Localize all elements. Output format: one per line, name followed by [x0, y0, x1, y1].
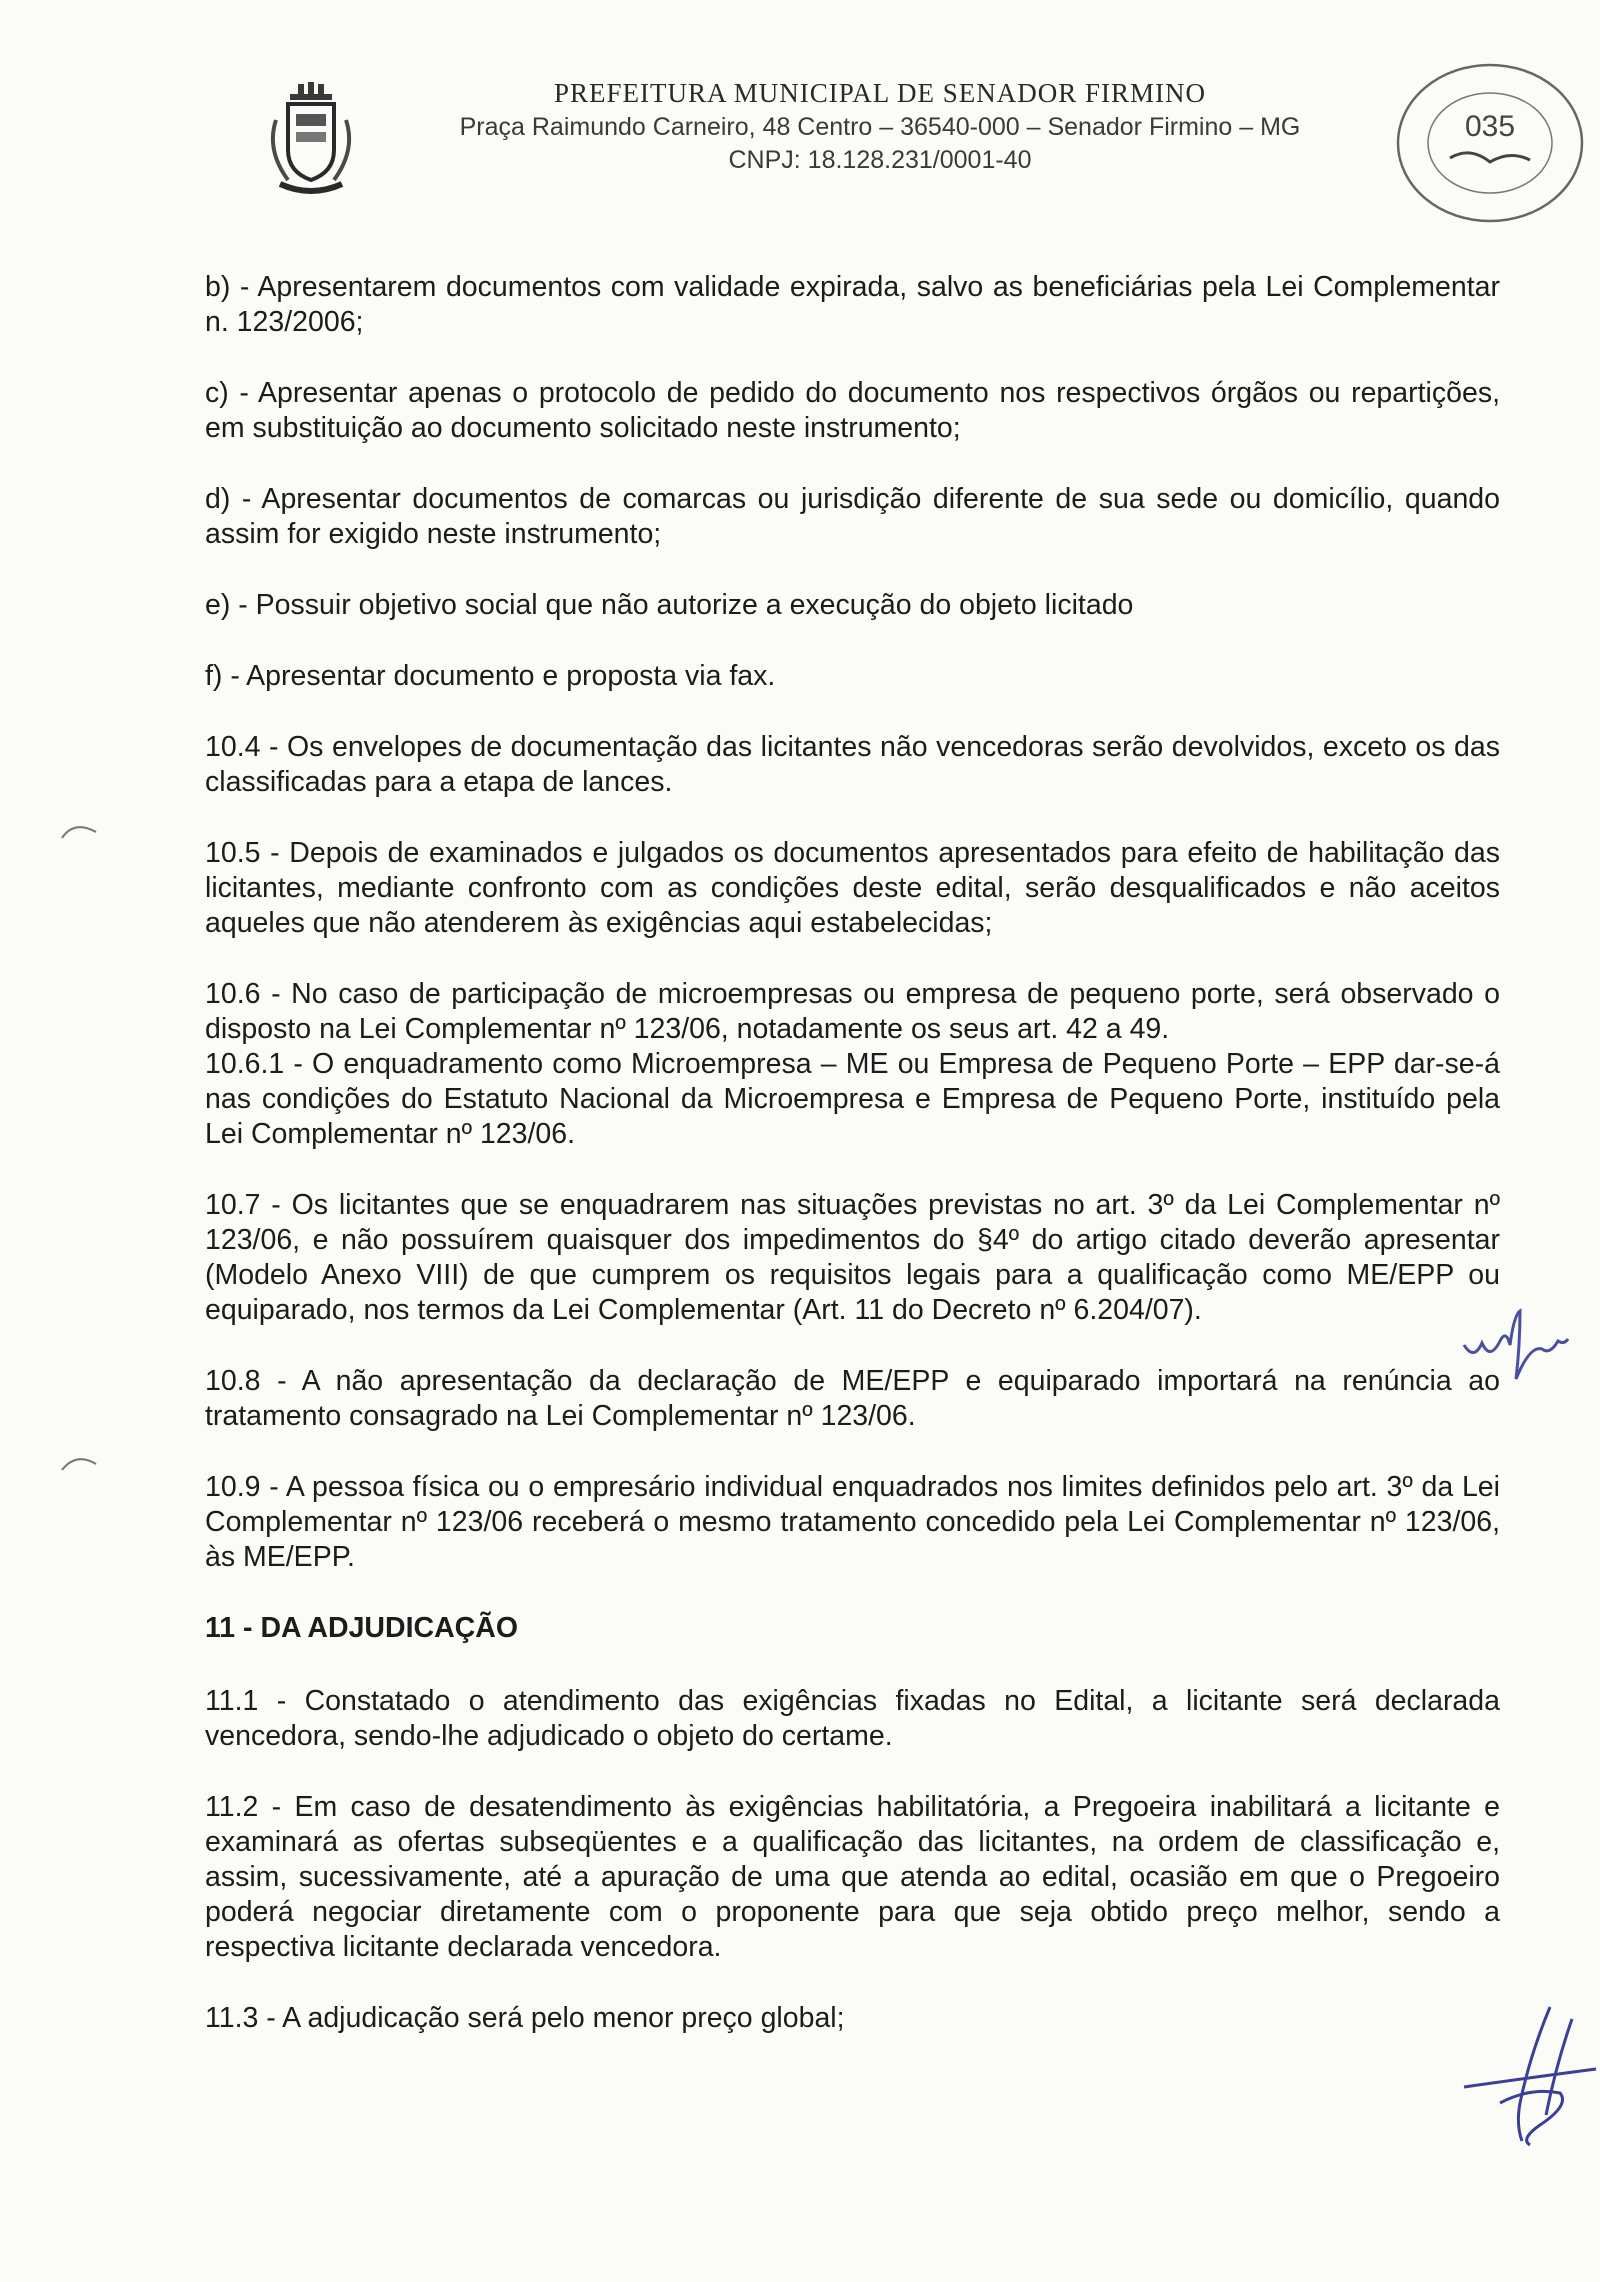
paragraph-11-3: 11.3 - A adjudicação será pelo menor preço global; — [205, 2002, 845, 2034]
office-name: PREFEITURA MUNICIPAL DE SENADOR FIRMINO — [553, 78, 1207, 108]
section-heading: 11 - DA ADJUDICAÇÃO — [205, 1612, 519, 1644]
letterhead — [400, 78, 1360, 175]
paragraph-f: f) - Apresentar documento e proposta via fax. — [205, 660, 776, 692]
paragraph-10-9: 10.9 - A pessoa física ou o empresário individual enquadrados nos limites definidos pelo art. 3º da Lei Complementar nº 123/06 receberá o mesmo tratamento concedido pela Lei Complementar nº 123/06, às ME/EPP. — [205, 1471, 1500, 1573]
margin-mark-upper — [60, 818, 100, 842]
paragraph-10-5: 10.5 - Depois de examinados e julgados os documentos apresentados para efeito de habilitação das licitantes, mediante confronto com as condições deste edital, serão desqualificados e não aceitos aqueles que não atenderem às exigências aqui estabelecidas; — [205, 837, 1500, 939]
municipal-crest-icon — [258, 80, 358, 200]
page-stamp — [1390, 58, 1590, 228]
margin-mark-lower — [60, 1450, 100, 1474]
document-body — [205, 270, 1500, 2072]
paragraph-e: e) - Possuir objetivo social que não autorize a execução do objeto licitado — [205, 589, 1134, 621]
paragraph-d: d) - Apresentar documentos de comarcas ou jurisdição diferente de sua sede ou domicílio, quando assim for exigido neste instrumento; — [205, 483, 1500, 550]
paragraph-c: c) - Apresentar apenas o protocolo de pedido do documento nos respectivos órgãos ou repartições, em substituição ao documento solicitado neste instrumento; — [205, 377, 1500, 444]
handwritten-signature — [1460, 2005, 1600, 2155]
office-cnpj: CNPJ: 18.128.231/0001-40 — [728, 146, 1032, 174]
paragraph-10-4: 10.4 - Os envelopes de documentação das licitantes não vencedoras serão devolvidos, exceto os das classificadas para a etapa de lances. — [205, 731, 1500, 798]
paragraph-10-7: 10.7 - Os licitantes que se enquadrarem nas situações previstas no art. 3º da Lei Complementar nº 123/06, e não possuírem quaisquer dos impedimentos do §4º do artigo citado deverão apresentar (Modelo Anexo VIII) de que cumprem os requisitos legais para a qualificação como ME/EPP ou equiparado, nos termos da Lei Complementar (Art. 11 do Decreto nº 6.204/07). — [205, 1189, 1500, 1326]
initials-signature — [1460, 1305, 1570, 1385]
paragraph-11-1: 11.1 - Constatado o atendimento das exigências fixadas no Edital, a licitante será declarada vencedora, sendo-lhe adjudicado o objeto do certame. — [205, 1685, 1500, 1752]
paragraph-10-6: 10.6 - No caso de participação de microempresas ou empresa de pequeno porte, será observado o disposto na Lei Complementar nº 123/06, notadamente os seus art. 42 a 49. — [205, 978, 1500, 1045]
paragraph-10-8: 10.8 - A não apresentação da declaração de ME/EPP e equiparado importará na renúncia ao tratamento consagrado na Lei Complementar nº 123/06. — [205, 1365, 1500, 1432]
stamp-page-number: 035 — [1464, 110, 1516, 143]
office-address: Praça Raimundo Carneiro, 48 Centro – 36540-000 – Senador Firmino – MG — [459, 113, 1301, 141]
paragraph-10-6-1: 10.6.1 - O enquadramento como Microempresa – ME ou Empresa de Pequeno Porte – EPP dar-se-á nas condições do Estatuto Nacional da Microempresa e Empresa de Pequeno Porte, instituído pela Lei Complementar nº 123/06. — [205, 1048, 1500, 1150]
paragraph-11-2: 11.2 - Em caso de desatendimento às exigências habilitatória, a Pregoeira inabilitará a licitante e examinará as ofertas subseqüentes e a qualificação das licitantes, na ordem de classificação e, assim, sucessivamente, até a apuração de uma que atenda ao edital, ocasião em que o Pregoeiro poderá negociar diretamente com o proponente para que seja obtido preço melhor, sendo a respectiva licitante declarada vencedora. — [205, 1791, 1500, 1963]
paragraph-b: b) - Apresentarem documentos com validade expirada, salvo as beneficiárias pela Lei Complementar n. 123/2006; — [205, 271, 1500, 338]
